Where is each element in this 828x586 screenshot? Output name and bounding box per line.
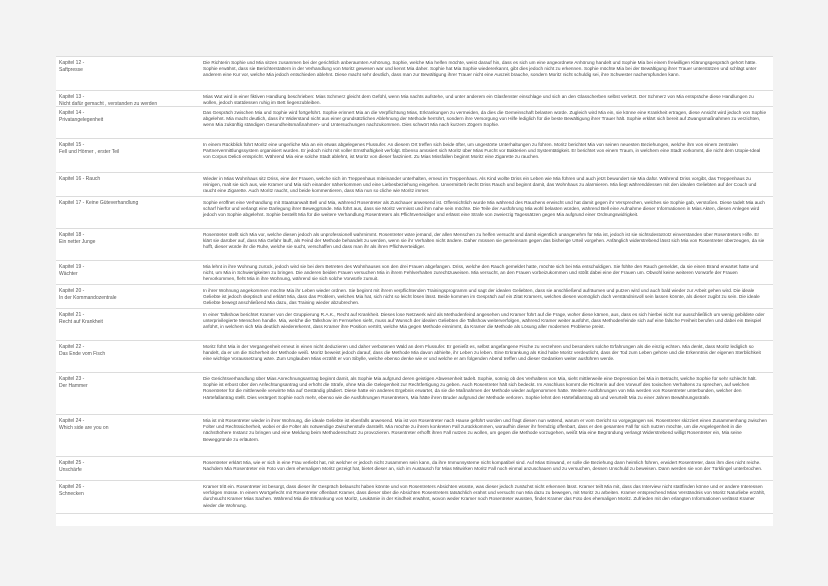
chapter-summary: Kramer tritt ein. Rosentreter ist besorgt, dass dieser ihr Gespräch belauscht haben könnte und von Rosentreters Absichten wüsste, was dieser jedoch zunächst nicht erkennen lässt. Kramer teilt Mia mit, dass das Interview nicht stattfinden könne und er andere Interessen verfolgen müsse. In einem Wortgefecht mit Rosentreter offenbart Kramer, dass dieser über die Absichten Rosentreters tatsächlich erahnt und versucht nun Mia dazu zu bewegen, mit Moritz zu arbeiten. Kramer entsprechend Mias Verständnis von Moritz Naturliebe erzählt, durchsucht Kramer Mias Sachen. Während Mia die Erkrankung von Moritz, Leukämie in der Kindheit erwähnt, wovon weder Kramer noch Rosentreter wussten, findet Kramer das Foto des ehemaligen Moritz. Zufrieden mit den erlangten Informationen verlässt Kramer wieder die Wohnung. bbox=[203, 484, 766, 508]
chapter-cell bbox=[56, 107, 199, 138]
chapter-cell bbox=[56, 57, 199, 90]
chapter-subtitle: Recht auf Krankheit bbox=[59, 319, 103, 326]
chapter-title: Kapitel 13 - bbox=[59, 94, 85, 100]
chapter-subtitle: In der Kommandozentrale bbox=[59, 295, 117, 302]
chapter-cell bbox=[56, 173, 199, 196]
chapter-subtitle: Der Hammer bbox=[59, 383, 88, 390]
chapter-summary: Das Gespräch zwischen Mia und Sophie wird fortgeführt. Sophie erinnert Mia an die Verpflichtung Mias, Erkrankungen zu vermeiden, da dies die Gemeinschaft belasten würde. Zugleich wird Mia ein, sie könne eine Krankheit ertragen, diese Ansicht wird jedoch von Sophie abgelehnt. Mia macht deutlich, dass ihr Widerstand nicht aus einer grundsätzlichen Ablehnung der Methode herrührt, sondern ihre Versorgung von Hilfe lediglich für die beste Bewältigung ihrer Trauer hält. Sophie erklärt sich bereit auf Zwangsmaßnahmen zu verzichten, wenn Mia zukünftig ständigen Gesundheitsmaßnahmen- und Untersuchungen nachzukommen. Dies schwört Mia nach kurzem Zögern Sophie. bbox=[203, 110, 767, 128]
table-row bbox=[56, 260, 773, 284]
chapter-title: Kapitel 24 - bbox=[59, 418, 85, 424]
table-row bbox=[56, 414, 773, 456]
chapter-subtitle: Privatangelegenheit bbox=[59, 117, 104, 124]
chapter-title: Kapitel 12 - bbox=[59, 60, 85, 66]
chapter-title: Kapitel 15 - bbox=[59, 142, 85, 148]
chapter-cell bbox=[56, 261, 199, 284]
chapter-summary: Rosentreter stellt sich Mia vor, welche diesen jedoch als unprofessionell wahrnimmt. Rosentreter wäre jemand, der allen Menschen zu helfen versucht und damit eigentlich unangenehm für Mia ist, jedoch ist sie nichtsdestotrotz einverstanden über Rosentreters Hilfe. Er klärt sie darüber auf, dass Mia Gefahr läuft, als Feind der Methode behandelt zu werden, wenn sie ihr Verhalten nicht ändere. Daher müssen sie gemeinsam gegen das bisherige Urteil vorgehen. Anfänglich widerstrebend lässt sich Mia von Rosentreter überzeugen, da sie hofft, dieser würde ihr die Ruhe, welche sie sucht, verschaffen und dass man ihr als ihren Pflichtverteidiger. bbox=[203, 232, 765, 250]
chapter-summary: Rosentreter erklärt Mia, wie er sich in eine Frau verliebt hat, mit welcher er jedoch nicht zusammen sein kann, da ihre Immunsysteme nicht kompatibel sind. Auf Mias Einwand, er solle die Beziehung dann heimlich führen, erwidert Rosentreter, dass ihm dies nicht reiche. Nachdem Mia Rosentreter ein Foto von dem ehemaligen Moritz gezeigt hat, bietet dieser an, sich im Austausch für Mias Mitwirken Moritz Fall noch einmal anzuschauen und zu versuchen, dessen Unschuld zu beweisen. Dann werden sie von der Türklingel unterbrochen. bbox=[203, 460, 763, 472]
chapter-cell bbox=[56, 415, 199, 456]
chapter-subtitle: Wächter bbox=[59, 271, 78, 278]
chapter-title: Kapitel 22 - bbox=[59, 344, 85, 350]
chapter-cell bbox=[56, 285, 199, 308]
chapter-cell bbox=[56, 91, 199, 106]
chapter-summary: Wieder in Mias Wohnhaus sitz Driss, eine der Frauen, welche sich im Treppenhaus miteinander unterhalten, erneut im Treppenhaus. Als Kind wollte Driss ein Leben wie Mia führen und auch jetzt bewundert sie Mia dafür. Während Driss vorgibt, das Treppenhaus zu reinigen, malt sie sich aus, wie Kramer und Mia sich einander näherkommen und eine Liebesbeziehung eingehen. Unvermittelt riecht Driss Rauch und beginnt damit, das Wohnhaus zu alarmieren. Mia liegt währenddessen mit den idealen Geliebten auf der Couch und raucht eine Zigarette. Auch Moritz raucht, und beide kommentieren, dass Mia nun so cliche wie Moritz immer. bbox=[203, 176, 757, 194]
chapter-subtitle: Fell und Hörner , erster Teil bbox=[59, 149, 120, 156]
chapter-subtitle: Das Ende vom Fisch bbox=[59, 351, 106, 358]
chapter-summary: Die Gerichtsverhandlung über Mias Anrechnungsantrag beginnt damit, als Sophie Mia aufgrund deren geistigen Abwesenheit tadelt. Sophie, sonnig ob des Verhaltens von Mia, sieht mittlerweile eine Depression bei Mia in Betracht, welche Sophie für sehr schlecht hält. Sophie ist erbost über den Anfechtungsantrag und erhöht die Strafe, ohne Mia die Gelegenheit zur Rechtfertigung zu geben. Auch Rosentreter hält sich bedeckt. Im Anschluss kommt die Richterin auf den Vorwurf des toxischen Verhaltens zu sprechen, auf welchen Rosentreter für die mittlerweile verwirrte Mia auf Geständig plädiert. Diese hatte ein anderes Ergebnis erwartet, da sie die Maßnahmen der Methode wieder aufgenommen hatte. Weitere Ausführungen von Mia werden von Rosentreter unterbunden, welcher den Härtefallantrag stellt. Dies verärgert Sophie noch mehr, ebenso wie die Ausführungen Rosentreters, Mia hätte ihren Bruder aufgrund der Methode verloren. Sophie lehnt den Härtefallantrag ab und verurteilt Mia zu einer Jahren Bewährungsstrafe. bbox=[203, 376, 757, 400]
chapter-title: Kapitel 21 - bbox=[59, 312, 85, 318]
chapter-summary: Sophie eröffnet eine Verhandlung mit Staatsanwalt Bell und Mia, während Rosentreter als Zuschauer anwesend ist. Offensichtlich wurde Mia während des Rauchens erwischt und hat damit gegen ihr Versprechen, welches sie Sophie gab, verstoßen. Diese tadelt Mia auch scharf hierfür und verlangt eine Darlegung ihrer Beweggründe. Mia führt aus, dass sie Moritz vermisst und ihm nahe sein möchte. Die Teile der Ausführung Mia wohl belasten würden, während Bell eine Aufnahme dieser Informationen in Mias Akten, diesen Anlegen wird jedoch von Sophie abgelehnt. Sophie bestellt Mia für die weitere Verhandlung Rosentreters als Pflichtverteidiger und erlässt eine Strafe von zweierzig Tagessätzen gegen Mia aufgrund einer Ordnungswidrigkeit. bbox=[203, 200, 765, 218]
chapter-subtitle: Nicht dafür gemacht , verstanden zu werden bbox=[59, 101, 158, 108]
chapter-title: Kapitel 18 - bbox=[59, 232, 85, 238]
chapter-summary: Mia lehnt in ihre Wohnung zurück, jedoch wird sie bei dem Betreten des Wohnhauses von den drei Frauen abgefangen. Driss, welche den Rauch gemeldet hatte, möchte sich bei Mia entschuldigen. Sie fühlte den Rauch gemeldet, da sie einen Brand erwartet hatte und nicht, um Mia in Schwierigkeiten zu bringen. Die anderen beiden Frauen versuchen Mia in ihrem Fehlverhalten zurechtzuweisen. Mia versucht, an den Frauen vorbeizukommen und stößt dabei eine der Frauen um. Obwohl keine weiteren Vorwürfe der Frauen hervorkommen, fleht Mia in ihre Wohnung, während sie sich solche Vorwürfe zumuit. bbox=[203, 264, 759, 282]
chapter-cell bbox=[56, 481, 199, 513]
table-row bbox=[56, 90, 773, 106]
table-row bbox=[56, 138, 773, 172]
chapter-cell bbox=[56, 139, 199, 172]
chapter-title: Kapitel 25 - bbox=[59, 460, 85, 466]
chapter-subtitle: Unschärfe bbox=[59, 467, 82, 474]
table-row bbox=[56, 340, 773, 372]
chapter-cell bbox=[56, 341, 199, 372]
table-row bbox=[56, 196, 773, 228]
chapter-cell bbox=[56, 457, 199, 480]
chapter-subtitle: Which side are you on bbox=[59, 425, 109, 432]
table-row bbox=[56, 106, 773, 138]
chapter-summary: In ihrer Wohnung angekommen möchte Mia ihr Leben wieder ordnen. Sie beginnt mit ihrem verpflichtenden Trainingsprogramm und sagt der idealen Geliebten, dass sie anschließend aufräumen und putzen wird und auch bald wieder zur Arbeit gehen wird. Die ideale Geliebte ist jedoch skeptisch und erklärt Mia, dass das Problem, welches Mia hat, sich nicht so leicht lösen lässt. Beide kommen im Gespräch auf ein Zitat Kramers, welches diesen womöglich doch verständnisvoll sein lassen könnte, als dieser zugibt zu sein. Die ideale Geliebte bewegt anschließend Mia dazu, das Training wieder abzubrechen. bbox=[203, 288, 760, 306]
chapter-summary-table bbox=[56, 56, 773, 526]
chapter-cell bbox=[56, 373, 199, 414]
table-row bbox=[56, 228, 773, 260]
chapter-summary: In einer Talkshow berichtet Kramer von der Gruppierung R.A.K., Recht auf Krankheit. Dieses lose Netzwerk wird als Methodenfeind angesehen und Kramer führt auf die Frage, woher diese kämen, aus, dass es sich hierbei nicht nur ausschließlich um wenig gebildete oder unterprivilegierte Menschen handle. Mia, welche die Talkshow im Fernsehen sieht, muss auf Wunsch der idealen Geliebten die Talkshow weiterverfolgen, während Kramer weiter ausführt, dass Methodenfeinde sich auf eine falsche Freiheit berufen und dabei ein Beispiel anführt, in welchem sich Mia deutlich wiedererkennt, dass Kramer ihre Position vertritt, welche Mia gegen Methode einnimmt, da Kramer die Methode als Lösung aller modernen Probleme preist. bbox=[203, 312, 765, 330]
chapter-title: Kapitel 23 - bbox=[59, 376, 85, 382]
chapter-summary: Moritz führt Mia in der Vergangenheit erneut in einen nicht deduzieren und daher verbotenen Wald an dem Flussufer. Er genießt es, selbst angefangene Fische zu verzehren und besonders solche Erfahrungen als die einzig echten. Mia denkt, dass Moritz lediglich so handelt, da er um die Sicherheit der Methode weiß. Moritz beweist jedoch darauf, dass die Methode Mia davon abhielte, ihr Leben zu leben. Eine Erkrankung als Kind habe Moritz verdeutlicht, dass der Tod zum Leben gehöre und die Erkenntnis der eigenen Sterblichkeit eine wichtige Voraussetzung wäre. Zum Unglauben Mias erzählt er von Sibylle, welche ebenso denke wie er und welche er am folgenden Abend treffen und dieser Gedanken weiter ausführen werde. bbox=[203, 344, 761, 362]
chapter-title: Kapitel 17 - Keine Güteverhandlung bbox=[59, 200, 139, 206]
chapter-title: Kapitel 26 - bbox=[59, 484, 85, 490]
table-row bbox=[56, 284, 773, 308]
table-row bbox=[56, 172, 773, 196]
chapter-title: Kapitel 19 - bbox=[59, 264, 85, 270]
chapter-title: Kapitel 14 - bbox=[59, 110, 85, 116]
table-row bbox=[56, 56, 773, 90]
table-row bbox=[56, 456, 773, 480]
chapter-summary: Mias Wut wird in einer fiktiven Handlung beschrieben: Mias Schmerz gleicht dem Gefühl, wenn Mia nachts aufstehe, und unter anderem ein Glasfenster einschlage und sich an den Glasscherben selbst verletzt. Der Schmerz von Mia entspräche diese Handlungen zu wollen, jedoch stattdessen ruhig im Bett liegenzubleiben. bbox=[203, 94, 754, 106]
chapter-subtitle: Ein netter Junge bbox=[59, 239, 96, 246]
chapter-cell bbox=[56, 309, 199, 340]
table-row bbox=[56, 372, 773, 414]
chapter-title: Kapitel 16 - Rauch bbox=[59, 176, 101, 182]
chapter-cell bbox=[56, 229, 199, 260]
table-row bbox=[56, 480, 773, 514]
chapter-summary: In einem Rückblick führt Moritz eine ungerliche Mia an ein etwas abgelegenes Flussufer. An diesem Ort treffen sich beide öfter, um ungestörte Unterhaltungen zu führen. Moritz berichtet Mia von seinen neuesten Beziehungen, welche ihm von einem zentralen Partnervermittlungssystem organisiert wurden. Er jedoch nicht mit voller Ernsthaftigkeit verfolgt. Ebenso amüsiert sich Moritz über Mias Furcht vor Bakterien und Systemtätigkeit. Er berichtet von einem Traum, in welchem eine Stadt vorkommt, die nicht dem Utopie-Ideal von Corpus Delicti entspricht. Während Mia eine solche Stadt ablehnt, ist Moritz von dieser fasziniert. Zu Mias Missfallen beginnt Moritz eine Zigarette zu rauchen. bbox=[203, 142, 761, 160]
chapter-subtitle: Schnecken bbox=[59, 491, 84, 498]
chapter-summary: Mia ist mit Rosentreter wieder in ihrer Wohnung, die ideale Geliebte ist ebenfalls anwesend. Mia ist von Rosentreter nach Hause geführt worden und fragt diesen nun wütend, warum er vom Gericht so vorgegangen sei. Rosentreter skizziert einen Zusammenhang zwischen Folter und Rechtssicherheit, wobei er die Folter als notwendige Zwischenstufe darstellt. Mia möchte zu ihrem konkreten Fall zurückkommen, woraufhin dieser ihr fremdzig offenbart, dass er den gesamten Fall für sich nutzen möchte, um die Angelegenheit in die nächsthöhere Instanz zu bringen und eine Meldung beim Methodenschutz zu provozieren. Rosentreter erhofft ihren Fall nutzen zu wollen, um gegen die Methode vorzugehen, weißt Mia eine Begründung verlangt Widerstrebend willigt Rosentreter ein, Mia seine Beweggründe zu erläutern. bbox=[203, 418, 768, 442]
chapter-subtitle: Saftpresse bbox=[59, 67, 83, 74]
chapter-cell bbox=[56, 197, 199, 228]
chapter-title: Kapitel 20 - bbox=[59, 288, 85, 294]
chapter-summary: Die Richterin Sophie und Mia sitzen zusammen bei der gerichtlich anberaumten Anhörung. Sophie, welche Mia helfen möchte, weist darauf hin, dass es sich um eine angeordnete Anhörung handelt und Sophie Mia bei einem freiwilligen Klärungsgespräch gehört hätte. Sophie erwähnt, dass sie Berichterstattern in der Verhandlung von Moritz gewesen war und kennt Mia daher. Sophie hat Mia Sophie wiedererkannt, gibt dies jedoch nicht zu erkennen. Sophie möchte Mia bei der Bewältigung ihrer Trauer unterstützen und schlägt unter anderem eine Kur vor, welche Mia jedoch entschieden ablehnt. Diese macht sehr deutlich, dass man zur Bewältigung ihrer Trauer nicht eine Auszeit brauche, sondern Moritz nicht schuldig sei, ihre Schwester nachempfunden kann. bbox=[203, 60, 757, 78]
table-row bbox=[56, 308, 773, 340]
